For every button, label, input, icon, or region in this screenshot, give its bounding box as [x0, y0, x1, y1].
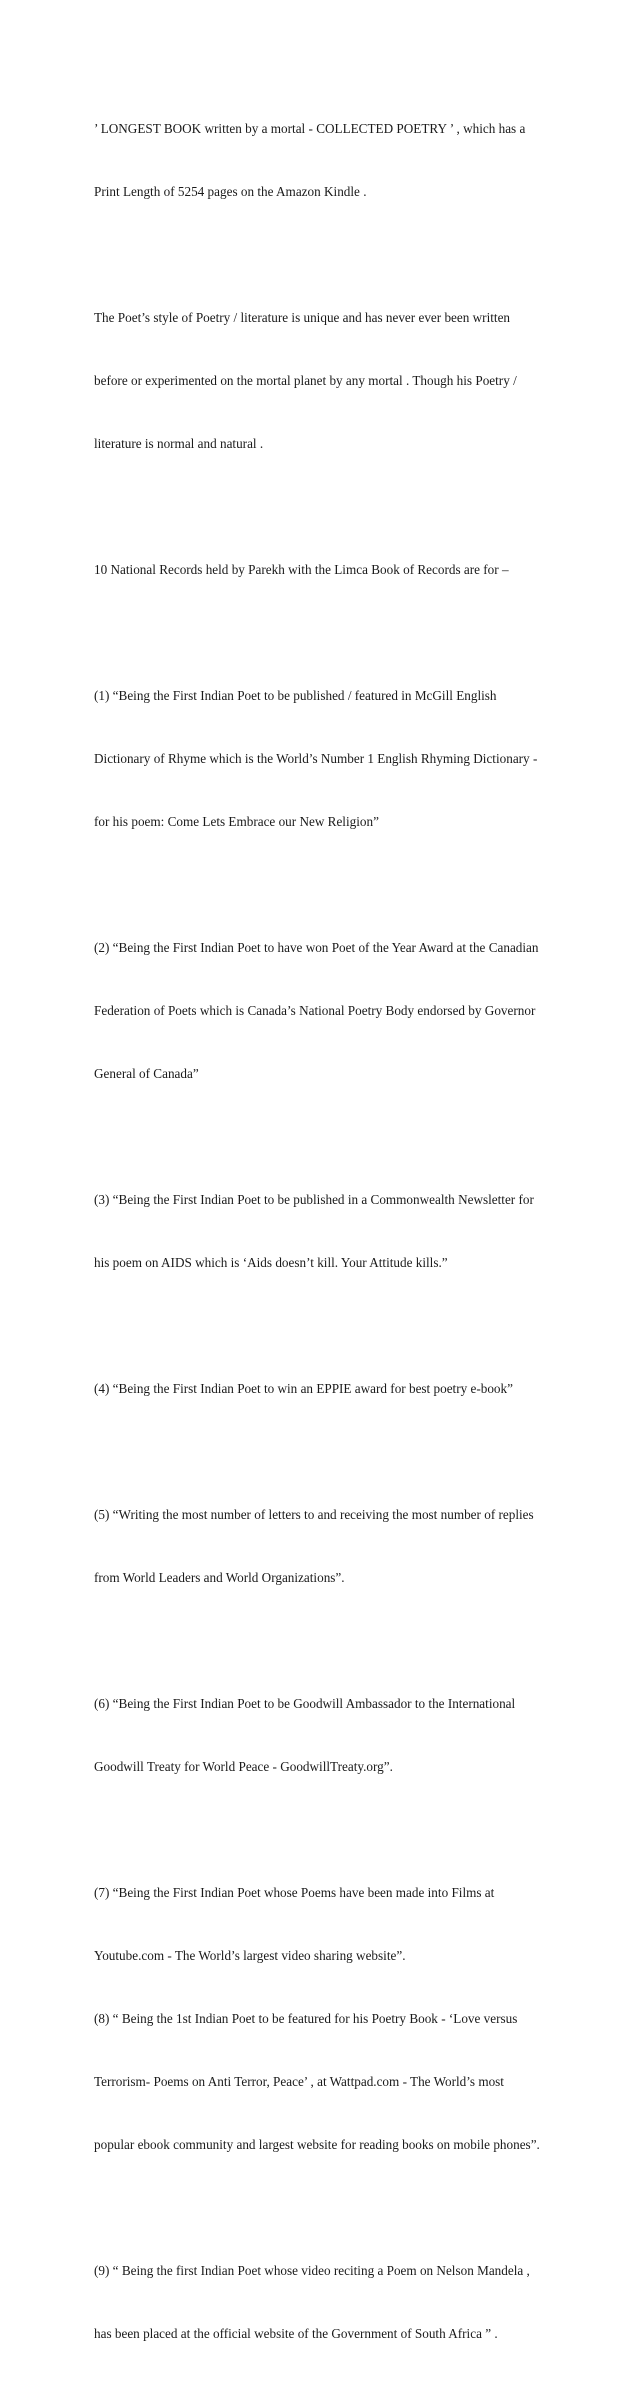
text-line: ’ LONGEST BOOK written by a mortal - COLLECTED POETRY ’ , which has a [94, 121, 526, 136]
paragraph-record-6 [94, 1651, 564, 1819]
text-line: (9) “ Being the first Indian Poet whose video reciting a Poem on Nelson Mandela , [94, 2263, 530, 2278]
text-line: General of Canada” [94, 1066, 199, 1081]
text-line: has been placed at the official website of the Government of South Africa ” . [94, 2326, 498, 2341]
text-line: (8) “ Being the 1st Indian Poet to be featured for his Poetry Book - ‘Love versus [94, 2011, 518, 2026]
document-page [94, 76, 564, 2386]
paragraph-record-3 [94, 1147, 564, 1315]
text-line: from World Leaders and World Organizations”. [94, 1570, 345, 1585]
text-line: his poem on AIDS which is ‘Aids doesn’t kill. Your Attitude kills.” [94, 1255, 448, 1270]
text-line: Terrorism- Poems on Anti Terror, Peace’ , at Wattpad.com - The World’s most [94, 2074, 504, 2089]
paragraph-longest-book [94, 76, 564, 244]
paragraph-record-2 [94, 895, 564, 1126]
text-line: (3) “Being the First Indian Poet to be published in a Commonwealth Newsletter for [94, 1192, 534, 1207]
paragraph-record-7-8 [94, 1840, 564, 2197]
text-line: (2) “Being the First Indian Poet to have won Poet of the Year Award at the Canadian [94, 940, 539, 955]
text-line: for his poem: Come Lets Embrace our New Religion” [94, 814, 379, 829]
text-line: 10 National Records held by Parekh with the Limca Book of Records are for – [94, 562, 509, 577]
text-line: The Poet’s style of Poetry / literature is unique and has never ever been written [94, 310, 511, 325]
text-line: Youtube.com - The World’s largest video sharing website”. [94, 1948, 406, 1963]
text-line: popular ebook community and largest website for reading books on mobile phones”. [94, 2137, 540, 2152]
paragraph-record-4 [94, 1336, 564, 1441]
text-line: before or experimented on the mortal planet by any mortal . Though his Poetry / [94, 373, 517, 388]
paragraph-national-records-intro [94, 517, 564, 622]
text-line: (7) “Being the First Indian Poet whose Poems have been made into Films at [94, 1885, 495, 1900]
text-line: Dictionary of Rhyme which is the World’s Number 1 English Rhyming Dictionary - [94, 751, 538, 766]
paragraph-record-9 [94, 2218, 564, 2386]
text-line: (6) “Being the First Indian Poet to be Goodwill Ambassador to the International [94, 1696, 516, 1711]
text-line: (4) “Being the First Indian Poet to win an EPPIE award for best poetry e-book” [94, 1381, 513, 1396]
paragraph-poet-style [94, 265, 564, 496]
text-line: Federation of Poets which is Canada’s National Poetry Body endorsed by Governor [94, 1003, 536, 1018]
paragraph-record-5 [94, 1462, 564, 1630]
text-line: Print Length of 5254 pages on the Amazon Kindle . [94, 184, 367, 199]
text-line: Goodwill Treaty for World Peace - GoodwillTreaty.org”. [94, 1759, 393, 1774]
text-line: (1) “Being the First Indian Poet to be published / featured in McGill English [94, 688, 497, 703]
text-line: literature is normal and natural . [94, 436, 264, 451]
text-line: (5) “Writing the most number of letters to and receiving the most number of replies [94, 1507, 534, 1522]
paragraph-record-1 [94, 643, 564, 874]
